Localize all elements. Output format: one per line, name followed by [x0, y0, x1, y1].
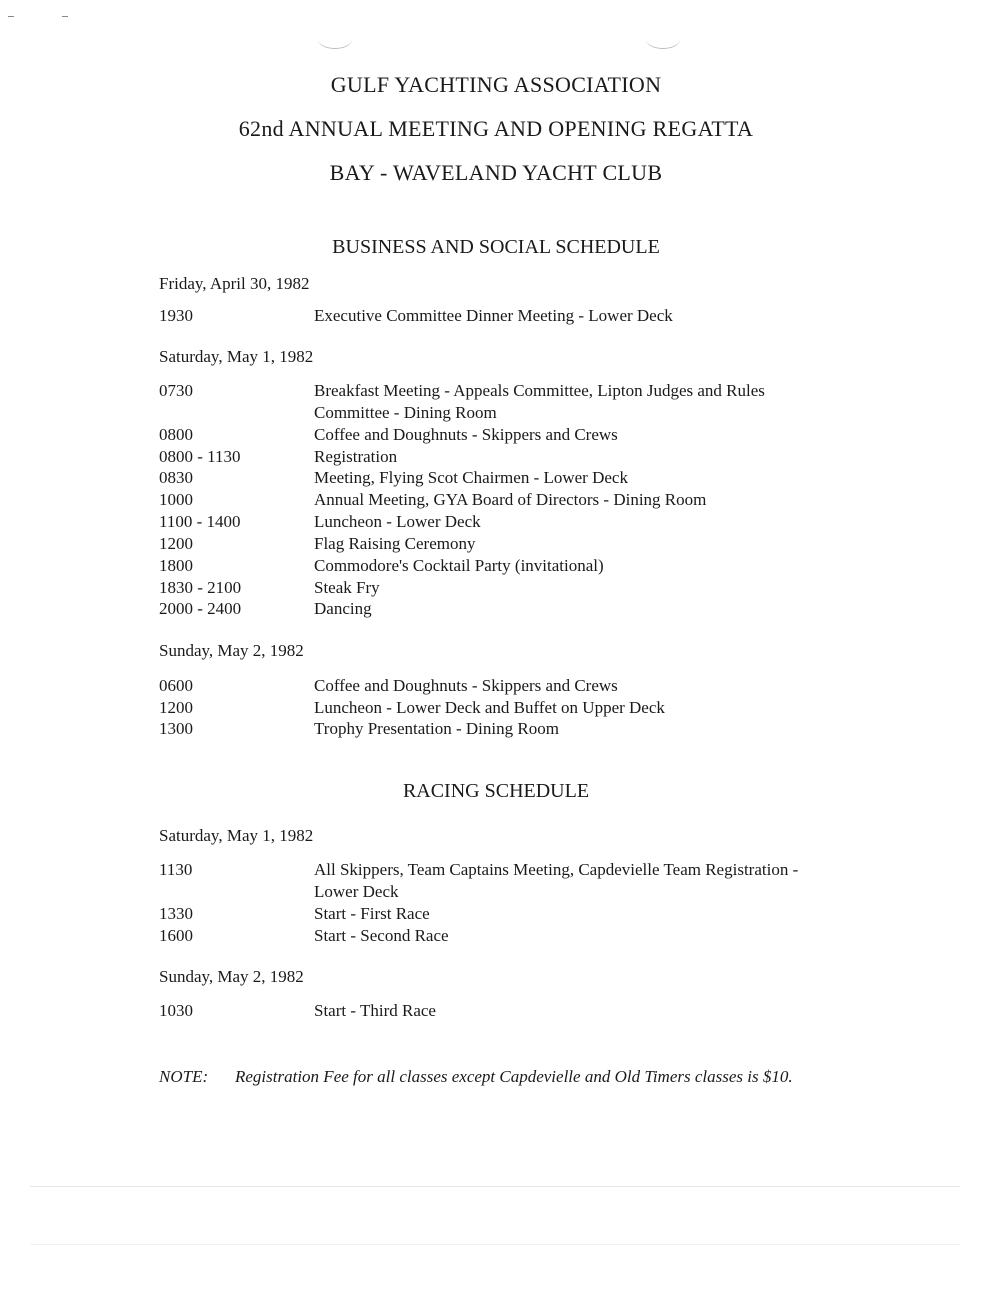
- event-time: 1130: [159, 860, 193, 879]
- racing-day-sunday: Sunday, May 2, 1982: [159, 967, 304, 986]
- racing-day-saturday: Saturday, May 1, 1982: [159, 826, 314, 845]
- event-description: All Skippers, Team Captains Meeting, Capdevielle Team Registration - Lower Deck: [314, 860, 799, 901]
- scan-artifact-line: [30, 1186, 960, 1187]
- event-time: 1100 - 1400: [159, 512, 241, 531]
- event-description: Luncheon - Lower Deck: [314, 512, 481, 531]
- event-description: Start - First Race: [314, 904, 430, 923]
- business-day-saturday: Saturday, May 1, 1982: [159, 347, 314, 366]
- business-schedule-title: BUSINESS AND SOCIAL SCHEDULE: [332, 236, 660, 258]
- punch-hole-mark: [318, 30, 352, 49]
- event-time: 0600: [159, 676, 193, 695]
- event-description: Dancing: [314, 599, 372, 618]
- event-description: Coffee and Doughnuts - Skippers and Crews: [314, 676, 618, 695]
- event-description: Meeting, Flying Scot Chairmen - Lower Deck: [314, 468, 628, 487]
- scan-artifact-line: [30, 1244, 960, 1245]
- event-description: Trophy Presentation - Dining Room: [314, 719, 559, 738]
- racing-schedule-title: RACING SCHEDULE: [402, 780, 590, 802]
- event-description: Annual Meeting, GYA Board of Directors - Dining Room: [314, 490, 707, 509]
- event-description: Coffee and Doughnuts - Skippers and Crews: [314, 425, 618, 444]
- event-time: 1600: [159, 926, 193, 945]
- event-time: 1800: [159, 556, 193, 575]
- event-description: Flag Raising Ceremony: [314, 534, 476, 553]
- event-time: 1930: [159, 306, 193, 325]
- event-description: Steak Fry: [314, 578, 380, 597]
- event-time: 0730: [159, 381, 193, 400]
- event-time: 1200: [159, 698, 193, 717]
- event-time: 1000: [159, 490, 193, 509]
- scan-speck: [62, 16, 68, 17]
- event-time: 1830 - 2100: [159, 578, 242, 597]
- event-time: 0800 - 1130: [159, 447, 241, 466]
- event-time: 0800: [159, 425, 193, 444]
- note-label: NOTE:: [159, 1067, 209, 1086]
- event-time: 0830: [159, 468, 193, 487]
- event-time: 1330: [159, 904, 193, 923]
- event-time: 1030: [159, 1001, 193, 1020]
- scan-speck: [8, 16, 14, 17]
- punch-hole-mark: [646, 30, 680, 49]
- header-venue: BAY - WAVELAND YACHT CLUB: [329, 160, 663, 185]
- event-description: Registration: [314, 447, 398, 466]
- event-description: Start - Third Race: [314, 1001, 436, 1020]
- business-day-sunday: Sunday, May 2, 1982: [159, 641, 304, 660]
- event-description: Luncheon - Lower Deck and Buffet on Upper Deck: [314, 698, 665, 717]
- business-day-friday: Friday, April 30, 1982: [159, 274, 310, 293]
- event-description: Executive Committee Dinner Meeting - Lower Deck: [314, 306, 673, 325]
- event-time: 1200: [159, 534, 193, 553]
- event-time: 1300: [159, 719, 193, 738]
- event-description: Start - Second Race: [314, 926, 449, 945]
- event-time: 2000 - 2400: [159, 599, 242, 618]
- event-description: Breakfast Meeting - Appeals Committee, Lipton Judges and Rules Committee - Dining Room: [314, 381, 765, 422]
- note-text: Registration Fee for all classes except Capdevielle and Old Timers classes is $10.: [235, 1067, 793, 1086]
- header-organization: GULF YACHTING ASSOCIATION: [330, 72, 662, 97]
- header-event: 62nd ANNUAL MEETING AND OPENING REGATTA: [238, 116, 754, 141]
- event-description: Commodore's Cocktail Party (invitational): [314, 556, 604, 575]
